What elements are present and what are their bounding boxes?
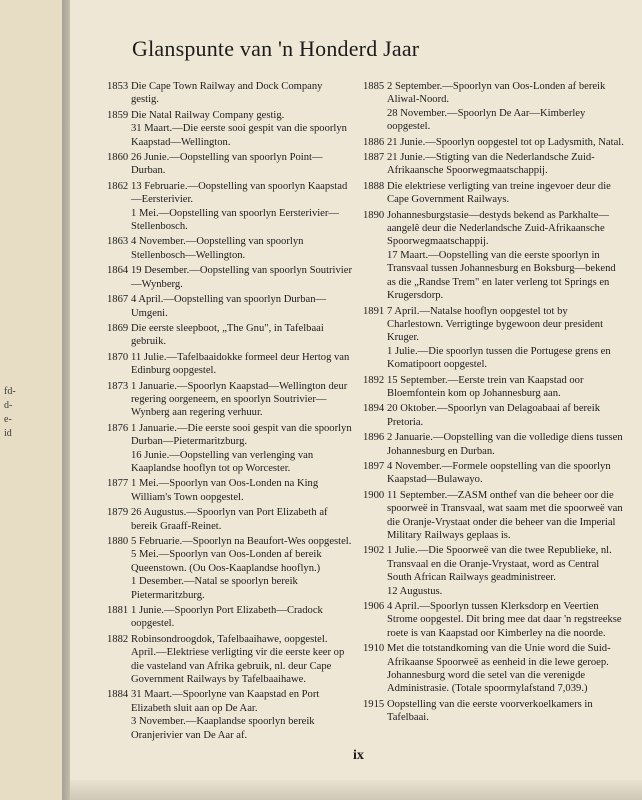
entry-event-text: 1 Desember.—Natal se spoorlyn bereik Pietermaritzburg. bbox=[131, 576, 298, 601]
entry-event-text: Johannesburgstasie—destyds bekend as Parkhalte—aangelê deur die Nederlandsche Zuid-Afrikaansche Spoorwegmaatschappij. bbox=[387, 209, 609, 248]
entry-event-text: 20 Oktober.—Spoorlyn van Delagoabaai af bereik Pretoria. bbox=[387, 403, 600, 428]
timeline-entry bbox=[363, 544, 625, 598]
timeline-entry bbox=[107, 80, 352, 107]
entry-event-text: 21 Junie.—Spoorlyn oopgestel tot op Ladysmith, Natal. bbox=[387, 136, 624, 148]
entry-year: 1867 bbox=[107, 294, 129, 306]
entry-events bbox=[131, 506, 352, 533]
entry-events bbox=[387, 80, 625, 134]
timeline-entry bbox=[107, 380, 352, 420]
entry-year: 1863 bbox=[107, 236, 129, 248]
entry-year: 1888 bbox=[363, 180, 385, 192]
timeline-entry bbox=[107, 151, 352, 178]
entry-event-text: 4 April.—Oopstelling van spoorlyn Durban—Umgeni. bbox=[131, 294, 327, 319]
entry-event-text: 4 April.—Spoorlyn tussen Klerksdorp en Veertien Strome oopgestel. Dit bring mee dat daar 'n regstreekse roete is van Kaapstad oor Kimberley na die noorde. bbox=[387, 601, 622, 639]
entry-event-text: 31 Maart.—Spoorlyne van Kaapstad en Port Elizabeth sluit aan op De Aar. bbox=[131, 689, 320, 714]
entry-year: 1890 bbox=[363, 209, 385, 221]
entry-events bbox=[387, 489, 625, 543]
entry-year: 1860 bbox=[107, 152, 129, 164]
entry-event-text: 13 Februarie.—Oopstelling van spoorlyn Kaapstad—Eersterivier. bbox=[131, 180, 348, 206]
timeline-entry bbox=[107, 351, 352, 378]
timeline-entry bbox=[107, 180, 352, 234]
timeline-entry bbox=[363, 460, 625, 487]
entry-events bbox=[131, 351, 352, 378]
entry-year: 1882 bbox=[107, 633, 129, 645]
entry-year: 1870 bbox=[107, 351, 129, 363]
entry-events bbox=[387, 698, 625, 725]
entry-event-text: 3 November.—Kaaplandse spoorlyn bereik Oranjerivier van De Aar af. bbox=[131, 716, 315, 741]
timeline-entry bbox=[107, 506, 352, 533]
timeline-entry bbox=[363, 80, 625, 134]
entry-event-text: 15 September.—Eerste trein van Kaapstad oor Bloemfontein kom op Johannesburg aan. bbox=[387, 374, 584, 399]
entry-year: 1894 bbox=[363, 403, 385, 415]
timeline-entry bbox=[107, 264, 352, 291]
entry-event-text: 5 Mei.—Spoorlyn van Oos-Londen af bereik Queenstown. (Ou Oos-Kaaplandse hooflyn.) bbox=[131, 549, 322, 574]
timeline-entry bbox=[107, 604, 352, 631]
timeline-entry bbox=[107, 109, 352, 149]
timeline-entry bbox=[107, 535, 352, 602]
entry-events bbox=[131, 80, 352, 107]
entry-year: 1869 bbox=[107, 322, 129, 334]
timeline-entry bbox=[363, 431, 625, 458]
entry-events bbox=[131, 422, 352, 476]
entry-event-text: 4 November.—Oopstelling van spoorlyn Stellenbosch—Wellington. bbox=[131, 236, 304, 261]
entry-year: 1891 bbox=[363, 305, 385, 317]
entry-year: 1881 bbox=[107, 605, 129, 617]
entry-year: 1864 bbox=[107, 265, 129, 277]
entry-event-text: Die elektriese verligting van treine ingevoer deur die Cape Government Railways. bbox=[387, 180, 611, 206]
entry-year: 1897 bbox=[363, 460, 385, 472]
entry-year: 1915 bbox=[363, 698, 385, 710]
timeline-entry bbox=[363, 642, 625, 696]
timeline-entry bbox=[363, 209, 625, 303]
entry-event-text: 28 November.—Spoorlyn De Aar—Kimberley oopgestel. bbox=[387, 107, 586, 133]
entry-year: 1910 bbox=[363, 643, 385, 655]
entry-event-text: 17 Maart.—Oopstelling van die eerste spoorlyn in Transvaal tussen Johannesburg en Boksburg—bekend as die „Randse Trem" en later verleng tot Springs en Krugersdorp. bbox=[387, 249, 616, 302]
margin-fragment-line: fd- bbox=[4, 386, 16, 397]
entry-events bbox=[387, 151, 625, 178]
entry-events bbox=[131, 322, 352, 349]
timeline-entry bbox=[107, 688, 352, 742]
entry-event-text: Die Natal Railway Company gestig. bbox=[131, 109, 285, 121]
entry-events bbox=[131, 293, 352, 320]
entry-event-text: 1 Januarie.—Spoorlyn Kaapstad—Wellington deur regering oorgeneem, en spoorlyn Soutrivier—Wynberg aan regering verhuur. bbox=[131, 380, 348, 419]
margin-text-fragment bbox=[4, 385, 16, 441]
timeline-entry bbox=[107, 293, 352, 320]
entry-event-text: 7 April.—Natalse hooflyn oopgestel tot by Charlestown. Verrigtinge bygewoon deur president Kruger. bbox=[387, 305, 604, 344]
timeline-entry bbox=[363, 402, 625, 429]
entry-events bbox=[131, 264, 352, 291]
entry-event-text: 1 Junie.—Spoorlyn Port Elizabeth—Cradock oopgestel. bbox=[131, 605, 323, 630]
timeline-entry bbox=[363, 180, 625, 207]
entry-event-text: 12 Augustus. bbox=[387, 585, 443, 597]
entry-year: 1880 bbox=[107, 536, 129, 547]
entry-event-text: 11 September.—ZASM onthef van die beheer oor die spoorweë in Transvaal, wat saam met die spoorweë van die Oranje-Vrystaat onder die beheer van die Imperial Military Railways geplaas is. bbox=[387, 489, 623, 541]
entry-events bbox=[131, 380, 352, 420]
entry-events bbox=[131, 109, 352, 149]
entry-events bbox=[387, 642, 625, 696]
timeline-entry bbox=[363, 374, 625, 401]
timeline-entry bbox=[363, 489, 625, 543]
margin-fragment-line: id bbox=[4, 428, 12, 439]
page-bottom-shadow bbox=[70, 780, 642, 800]
entry-event-text: 4 November.—Formele oopstelling van die spoorlyn Kaapstad—Bulawayo. bbox=[387, 460, 611, 486]
entry-event-text: 2 Januarie.—Oopstelling van die volledige diens tussen Johannesburg en Durban. bbox=[387, 432, 623, 457]
entry-events bbox=[131, 180, 352, 234]
timeline-entry bbox=[363, 136, 625, 149]
entry-event-text: Met die totstandkoming van die Unie word die Suid-Afrikaanse Spoorweë as eenheid in die lewe geroep. Johannesburg word die setel van die verenigde Administrasie. (Totale spoormylafstand 7,039.) bbox=[387, 643, 611, 695]
page-number: ix bbox=[353, 748, 364, 763]
entry-events bbox=[387, 209, 625, 303]
entry-events bbox=[387, 305, 625, 372]
entry-events bbox=[131, 151, 352, 178]
entry-event-text: Die Cape Town Railway and Dock Company gestig. bbox=[131, 81, 323, 106]
entry-year: 1887 bbox=[363, 152, 385, 164]
entry-event-text: 16 Junie.—Oopstelling van verlenging van Kaaplandse hooflyn tot op Worcester. bbox=[131, 449, 314, 474]
entry-event-text: Oopstelling van die eerste voorverkoelkamers in Tafelbaai. bbox=[387, 698, 593, 724]
entry-event-text: 2 September.—Spoorlyn van Oos-Londen af bereik Aliwal-Noord. bbox=[387, 81, 606, 106]
entry-events bbox=[387, 402, 625, 429]
entry-year: 1876 bbox=[107, 422, 129, 434]
timeline-entry bbox=[107, 235, 352, 262]
timeline-entry bbox=[363, 151, 625, 178]
timeline-entry bbox=[107, 422, 352, 476]
entry-events bbox=[131, 235, 352, 262]
entry-events bbox=[387, 431, 625, 458]
entry-year: 1896 bbox=[363, 432, 385, 444]
entry-event-text: 26 Junie.—Oopstelling van spoorlyn Point—Durban. bbox=[131, 152, 323, 177]
entry-year: 1886 bbox=[363, 136, 385, 148]
entry-event-text: Robinsondroogdok, Tafelbaaihawe, oopgestel. bbox=[131, 633, 328, 645]
entry-year: 1900 bbox=[363, 489, 385, 501]
margin-fragment-line: d- bbox=[4, 400, 13, 411]
entry-event-text: 19 Desember.—Oopstelling van spoorlyn Soutrivier—Wynberg. bbox=[131, 265, 352, 290]
entry-events bbox=[387, 136, 625, 149]
entry-year: 1859 bbox=[107, 109, 129, 121]
timeline-right-column bbox=[363, 80, 625, 727]
entry-events bbox=[131, 688, 352, 742]
entry-year: 1877 bbox=[107, 478, 129, 490]
timeline-entry bbox=[107, 322, 352, 349]
entry-year: 1906 bbox=[363, 601, 385, 613]
entry-events bbox=[387, 544, 625, 598]
page-title: Glanspunte van 'n Honderd Jaar bbox=[132, 36, 420, 61]
entry-events bbox=[131, 477, 352, 504]
entry-events bbox=[387, 600, 625, 640]
entry-year: 1892 bbox=[363, 374, 385, 386]
entry-event-text: 1 Mei.—Spoorlyn van Oos-Londen na King William's Town oopgestel. bbox=[131, 478, 319, 503]
entry-events bbox=[131, 633, 352, 687]
entry-event-text: 31 Maart.—Die eerste sooi gespit van die spoorlyn Kaapstad—Wellington. bbox=[131, 123, 347, 148]
entry-events bbox=[387, 374, 625, 401]
entry-events bbox=[387, 180, 625, 207]
timeline-entry bbox=[107, 633, 352, 687]
entry-event-text: 5 Februarie.—Spoorlyn na Beaufort-Wes oopgestel. bbox=[131, 536, 352, 547]
entry-event-text: April.—Elektriese verligting vir die eerste keer op die vasteland van Afrika gebruik, nl. deur Cape Government Railways by Tafelbaaihawe. bbox=[131, 647, 345, 686]
entry-year: 1879 bbox=[107, 507, 129, 519]
entry-event-text: 21 Junie.—Stigting van die Nederlandsche Zuid-Afrikaansche Spoorwegmaatschappij. bbox=[387, 152, 595, 177]
entry-event-text: 26 Augustus.—Spoorlyn van Port Elizabeth af bereik Graaff-Reinet. bbox=[131, 507, 328, 532]
entry-event-text: 1 Julie.—Die spoorlyn tussen die Portugese grens en Komatipoort oopgestel. bbox=[387, 345, 611, 371]
entry-events bbox=[131, 604, 352, 631]
entry-year: 1873 bbox=[107, 380, 129, 392]
entry-event-text: 1 Julie.—Die Spoorweë van die twee Republieke, nl. Transvaal en die Oranje-Vrystaat, word as Central South African Railways geadministreer. bbox=[387, 545, 612, 584]
entry-year: 1862 bbox=[107, 180, 129, 192]
entry-year: 1885 bbox=[363, 81, 385, 92]
timeline-entry bbox=[107, 477, 352, 504]
entry-events bbox=[131, 535, 352, 602]
margin-fragment-line: e- bbox=[4, 414, 12, 425]
timeline-entry bbox=[363, 305, 625, 372]
entry-event-text: 1 Mei.—Oopstelling van spoorlyn Eersterivier—Stellenbosch. bbox=[131, 207, 340, 233]
entry-event-text: 11 Julie.—Tafelbaaidokke formeel deur Hertog van Edinburg oopgestel. bbox=[131, 351, 350, 377]
entry-event-text: 1 Januarie.—Die eerste sooi gespit van die spoorlyn Durban—Pietermaritzburg. bbox=[131, 422, 352, 448]
entry-year: 1884 bbox=[107, 689, 129, 701]
entry-year: 1902 bbox=[363, 545, 385, 557]
entry-events bbox=[387, 460, 625, 487]
entry-year: 1853 bbox=[107, 81, 129, 92]
entry-event-text: Die eerste sleepboot, „The Gnu", in Tafelbaai gebruik. bbox=[131, 322, 324, 348]
timeline-entry bbox=[363, 698, 625, 725]
timeline-entry bbox=[363, 600, 625, 640]
timeline-left-column bbox=[107, 80, 352, 744]
